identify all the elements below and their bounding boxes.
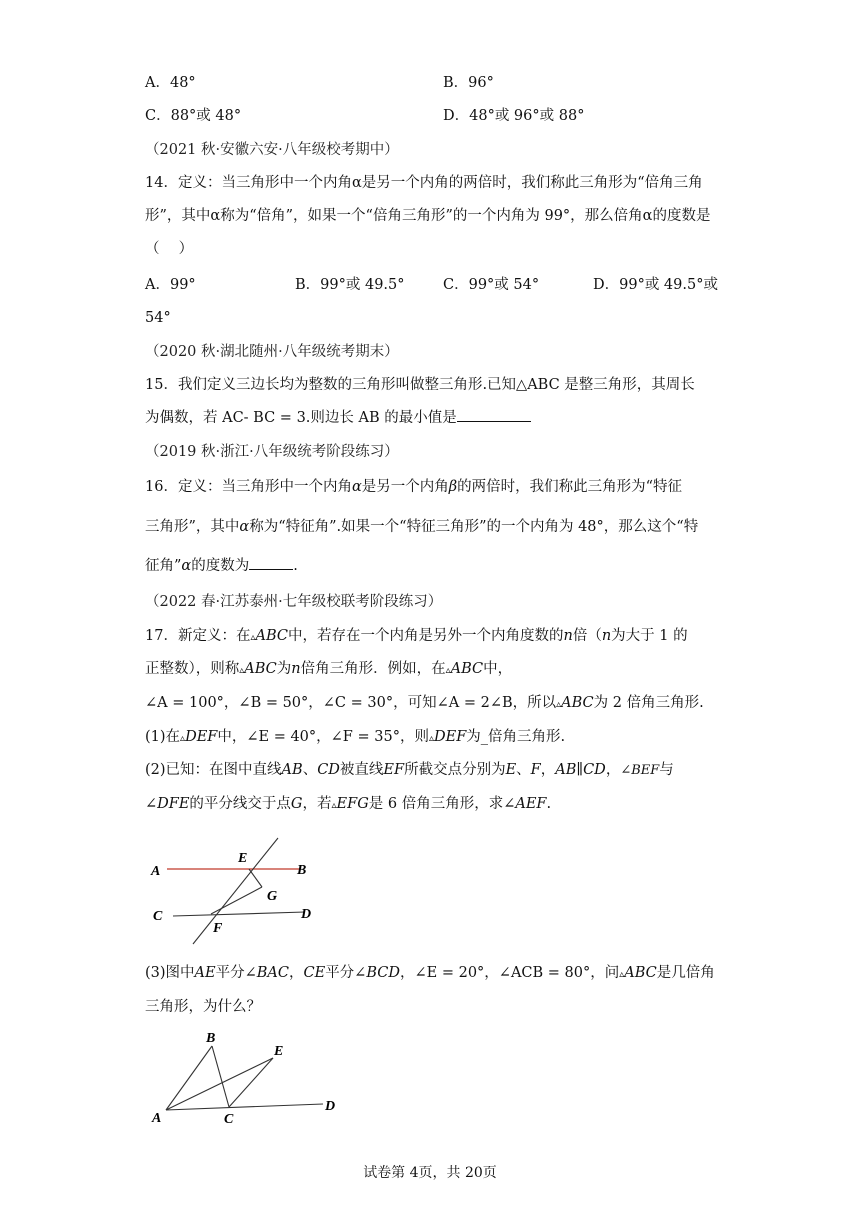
q15-text-line1: 15．我们定义三边长均为整数的三角形叫做整三角形.已知△ABC 是整三角形，其周长 <box>145 377 695 393</box>
figure-parallel-lines <box>145 832 345 950</box>
q16-text-line3: 征角”α的度数为 . <box>145 555 298 577</box>
q15-text-line2: 为偶数，若 AC- BC = 3.则边长 AB 的最小值是 <box>145 407 531 429</box>
label-d: D <box>325 1099 336 1114</box>
line-ad <box>166 1104 323 1110</box>
q14-option-c: C．99°或 54° <box>443 277 540 293</box>
line-ef <box>193 838 278 944</box>
segment-ab <box>166 1046 212 1110</box>
q16-answer-blank <box>249 555 293 570</box>
label-a: A <box>151 864 161 879</box>
label-b: B <box>297 863 307 878</box>
figure-triangle-bisectors <box>140 1028 350 1128</box>
line-cd <box>173 912 305 916</box>
q13-option-b: B．96° <box>443 75 494 91</box>
label-e: E <box>274 1044 284 1059</box>
label-c: C <box>224 1112 234 1127</box>
label-d: D <box>301 907 312 922</box>
q14-option-d: D．99°或 49.5°或 <box>593 277 718 293</box>
label-b: B <box>206 1031 216 1046</box>
q14-text-line2: 形”，其中α称为“倍角”，如果一个“倍角三角形”的一个内角为 99°，那么倍角α的度数是 <box>145 208 711 224</box>
q17-part1: (1)在▵DEF中，∠E = 40°，∠F = 35°，则▵DEF为_倍角三角形. <box>145 729 566 745</box>
q17-source: （2022 春·江苏泰州·七年级校联考阶段练习） <box>145 594 443 610</box>
q17-part2-line2: ∠DFE的平分线交于点G，若▵EFG是 6 倍角三角形，求∠AEF. <box>145 796 552 812</box>
q13-option-a: A．48° <box>145 75 196 91</box>
q14-paren: （ ） <box>145 241 194 257</box>
q14-source: （2021 秋·安徽六安·八年级校考期中） <box>145 142 399 158</box>
q17-part3-line2: 三角形，为什么？ <box>145 999 261 1015</box>
q13-option-c: C．88°或 48° <box>145 108 242 124</box>
q17-text-line1: 17．新定义：在▵ABC中，若存在一个内角是另外一个内角度数的n倍（n为大于 1 的 <box>145 628 688 644</box>
q16-text-line2: 三角形”，其中α称为“特征角”.如果一个“特征三角形”的一个内角为 48°，那么这个“特 <box>145 519 699 535</box>
page-footer: 试卷第 4页，共 20页 <box>363 1165 497 1181</box>
q17-text-line2: 正整数），则称▵ABC为n倍角三角形．例如，在▵ABC中， <box>145 661 513 677</box>
label-a: A <box>152 1111 162 1126</box>
label-e: E <box>238 851 248 866</box>
label-c: C <box>153 909 163 924</box>
segment-ae <box>166 1058 273 1110</box>
q17-part2-line1: (2)已知：在图中直线AB、CD被直线EF所截交点分别为E、F，AB∥CD，∠BEF与 <box>145 762 674 778</box>
segment-eg <box>249 869 262 887</box>
q16-text-line1: 16．定义：当三角形中一个内角α是另一个内角β的两倍时，我们称此三角形为“特征 <box>145 479 683 495</box>
q13-option-d: D．48°或 96°或 88° <box>443 108 585 124</box>
label-f: F <box>213 921 223 936</box>
q14-option-b: B．99°或 49.5° <box>295 277 405 293</box>
q17-text-line3: ∠A = 100°，∠B = 50°，∠C = 30°，可知∠A = 2∠B，所以▵ABC为 2 倍角三角形. <box>145 695 704 711</box>
segment-fg <box>211 887 262 914</box>
q16-source: （2019 秋·浙江·八年级统考阶段练习） <box>145 444 399 460</box>
segment-ce <box>229 1058 273 1107</box>
segment-bc <box>212 1046 229 1107</box>
q15-answer-blank <box>457 407 531 422</box>
q14-option-a: A．99° <box>145 277 196 293</box>
label-g: G <box>267 889 278 904</box>
q17-part3-line1: (3)图中AE平分∠BAC，CE平分∠BCD，∠E = 20°，∠ACB = 80°，问▵ABC是几倍角 <box>145 965 715 981</box>
q14-option-d-cont: 54° <box>145 310 171 326</box>
q15-source: （2020 秋·湖北随州·八年级统考期末） <box>145 344 399 360</box>
q14-text-line1: 14．定义：当三角形中一个内角α是另一个内角的两倍时，我们称此三角形为“倍角三角 <box>145 175 703 191</box>
